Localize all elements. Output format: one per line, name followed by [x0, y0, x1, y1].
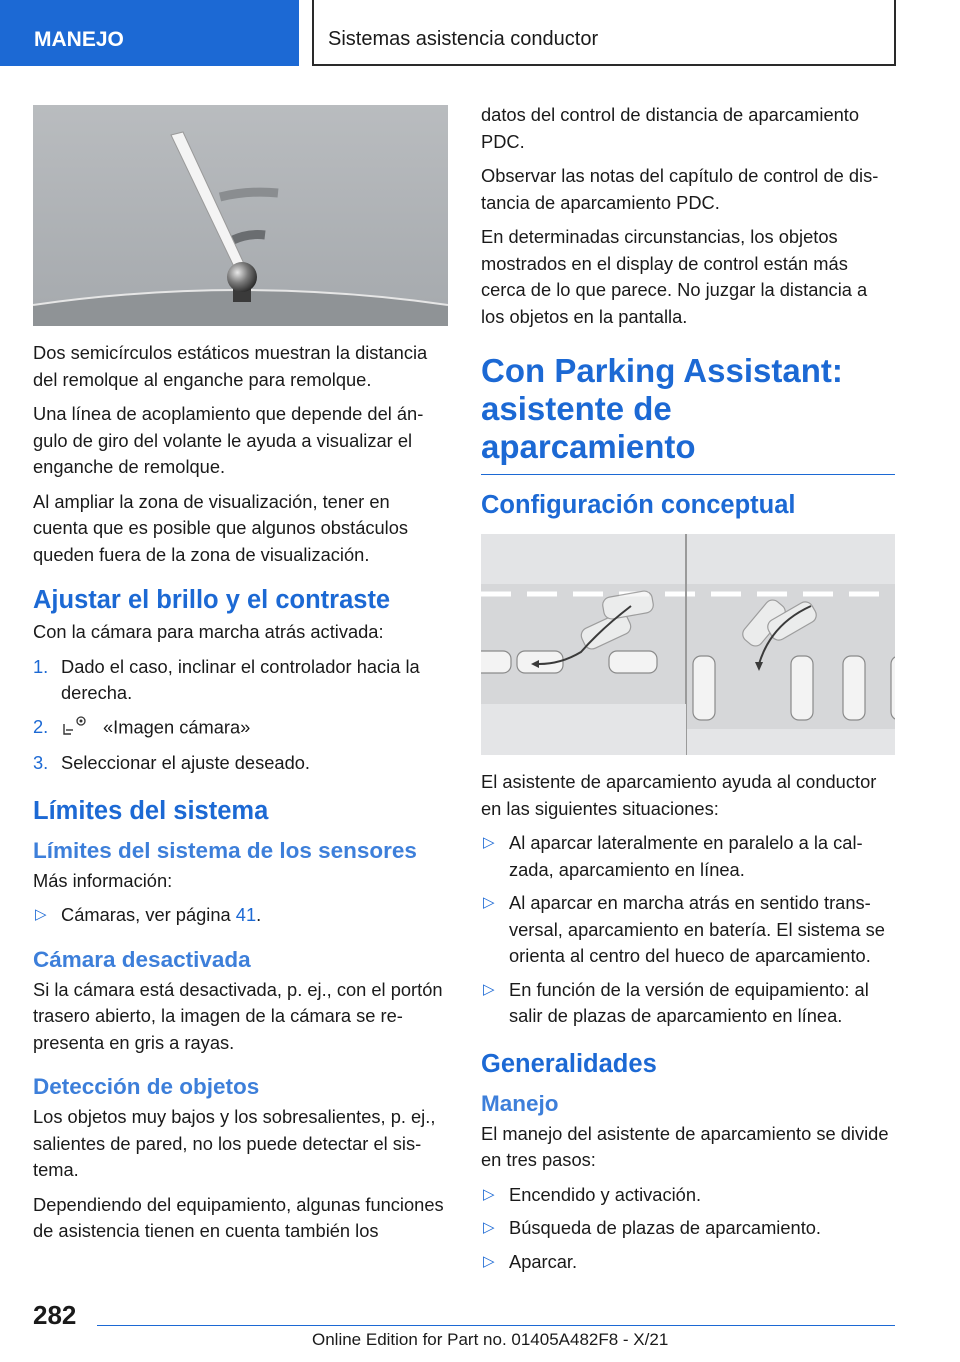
situations-list — [481, 830, 895, 1030]
paragraph: Los objetos muy bajos y los sobresalientes, p. ej., salientes de pared, no los puede detectar el sistema. — [33, 1106, 436, 1180]
list-item: ▷ Al aparcar lateralmente en paralelo a la calzada, aparcamiento en línea. — [483, 832, 863, 880]
paragraph: Observar las notas del capítulo de control de distancia de aparcamiento PDC. — [481, 165, 879, 213]
page-link[interactable]: 41 — [235, 904, 257, 925]
list-item: ▷ Cámaras, ver página 41. — [35, 904, 262, 925]
trailer-hitch-camera-figure — [33, 105, 448, 326]
paragraph: datos del control de distancia de aparcamiento PDC. — [481, 104, 860, 152]
footer-divider — [97, 1325, 895, 1326]
page-number: 282 — [33, 1300, 77, 1330]
info-list — [33, 902, 448, 929]
right-column — [481, 102, 895, 1282]
parking-scenarios-figure — [481, 534, 895, 755]
list-item: ▷ Al aparcar en marcha atrás en sentido transversal, aparcamiento en batería. El sistema se orienta al centro del hueco de aparcamiento. — [483, 892, 885, 966]
list-item: ▷ Búsqueda de plazas de aparcamiento. — [483, 1217, 822, 1238]
paragraph: El asistente de aparcamiento ayuda al conductor en las siguientes situaciones: — [481, 771, 877, 819]
heading-manejo: Manejo — [481, 1090, 559, 1116]
paragraph: El manejo del asistente de aparcamiento se divide en tres pasos: — [481, 1122, 889, 1170]
heading-brillo-contraste: Ajustar el brillo y el contraste — [33, 586, 391, 614]
heading-generalidades: Generalidades — [481, 1049, 657, 1078]
header-chapter: Sistemas asistencia conductor — [312, 0, 896, 66]
heading-configuracion: Configuración conceptual — [481, 491, 796, 519]
paragraph: Más información: — [33, 869, 173, 891]
list-item: ▷ En función de la versión de equipamiento: al salir de plazas de aparcamiento en línea. — [483, 978, 869, 1026]
heading-deteccion-objetos: Detección de objetos — [33, 1074, 260, 1099]
paragraph: Con la cámara para marcha atrás activada: — [33, 621, 384, 642]
camera-settings-icon — [61, 714, 91, 744]
list-item: ▷ Aparcar. — [483, 1250, 578, 1272]
heading-parking-assistant: Con Parking Assistant: asistente de aparcamiento — [481, 352, 895, 475]
footer-edition: Online Edition for Part no. 01405A482F8 - X/21 — [312, 1330, 669, 1349]
heading-limites: Límites del sistema — [33, 796, 269, 825]
paragraph: Una línea de acoplamiento que depende del ángulo de giro del volante le ayuda a visualizar el enganche de remolque. — [33, 403, 424, 477]
paragraph: En determinadas circunstancias, los objetos mostrados en el display de control están más cerca de lo que parece. No juzgar la distancia a los objetos en la pantalla. — [481, 226, 868, 327]
paragraph: Si la cámara está desactivada, p. ej., con el portón trasero abierto, la imagen de la cámara se representa en gris a rayas. — [33, 978, 443, 1053]
heading-limites-sensores: Límites del sistema de los sensores — [33, 837, 417, 863]
paragraph: Al ampliar la zona de visualización, tener en cuenta que es posible que algunos obstáculos queden fuera de la zona de visualización. — [33, 490, 409, 565]
list-item: ▷ Encendido y activación. — [483, 1183, 702, 1205]
left-column — [33, 105, 448, 1253]
steps-list — [33, 654, 448, 777]
pasos-list — [481, 1182, 895, 1276]
paragraph: Dependiendo del equipamiento, algunas funciones de asistencia tienen en cuenta también los — [33, 1193, 444, 1241]
header-section: MANEJO — [0, 0, 299, 66]
heading-camara-desactivada: Cámara desactivada — [33, 946, 251, 972]
list-item: 3. Seleccionar el ajuste deseado. — [33, 752, 310, 773]
list-item: 1. Dado el caso, inclinar el controlador hacia la derecha. — [33, 655, 420, 703]
paragraph: Dos semicírculos estáticos muestran la distancia del remolque al enganche para remolque. — [33, 342, 428, 390]
list-item: 2. «Imagen cámara» — [33, 714, 448, 744]
